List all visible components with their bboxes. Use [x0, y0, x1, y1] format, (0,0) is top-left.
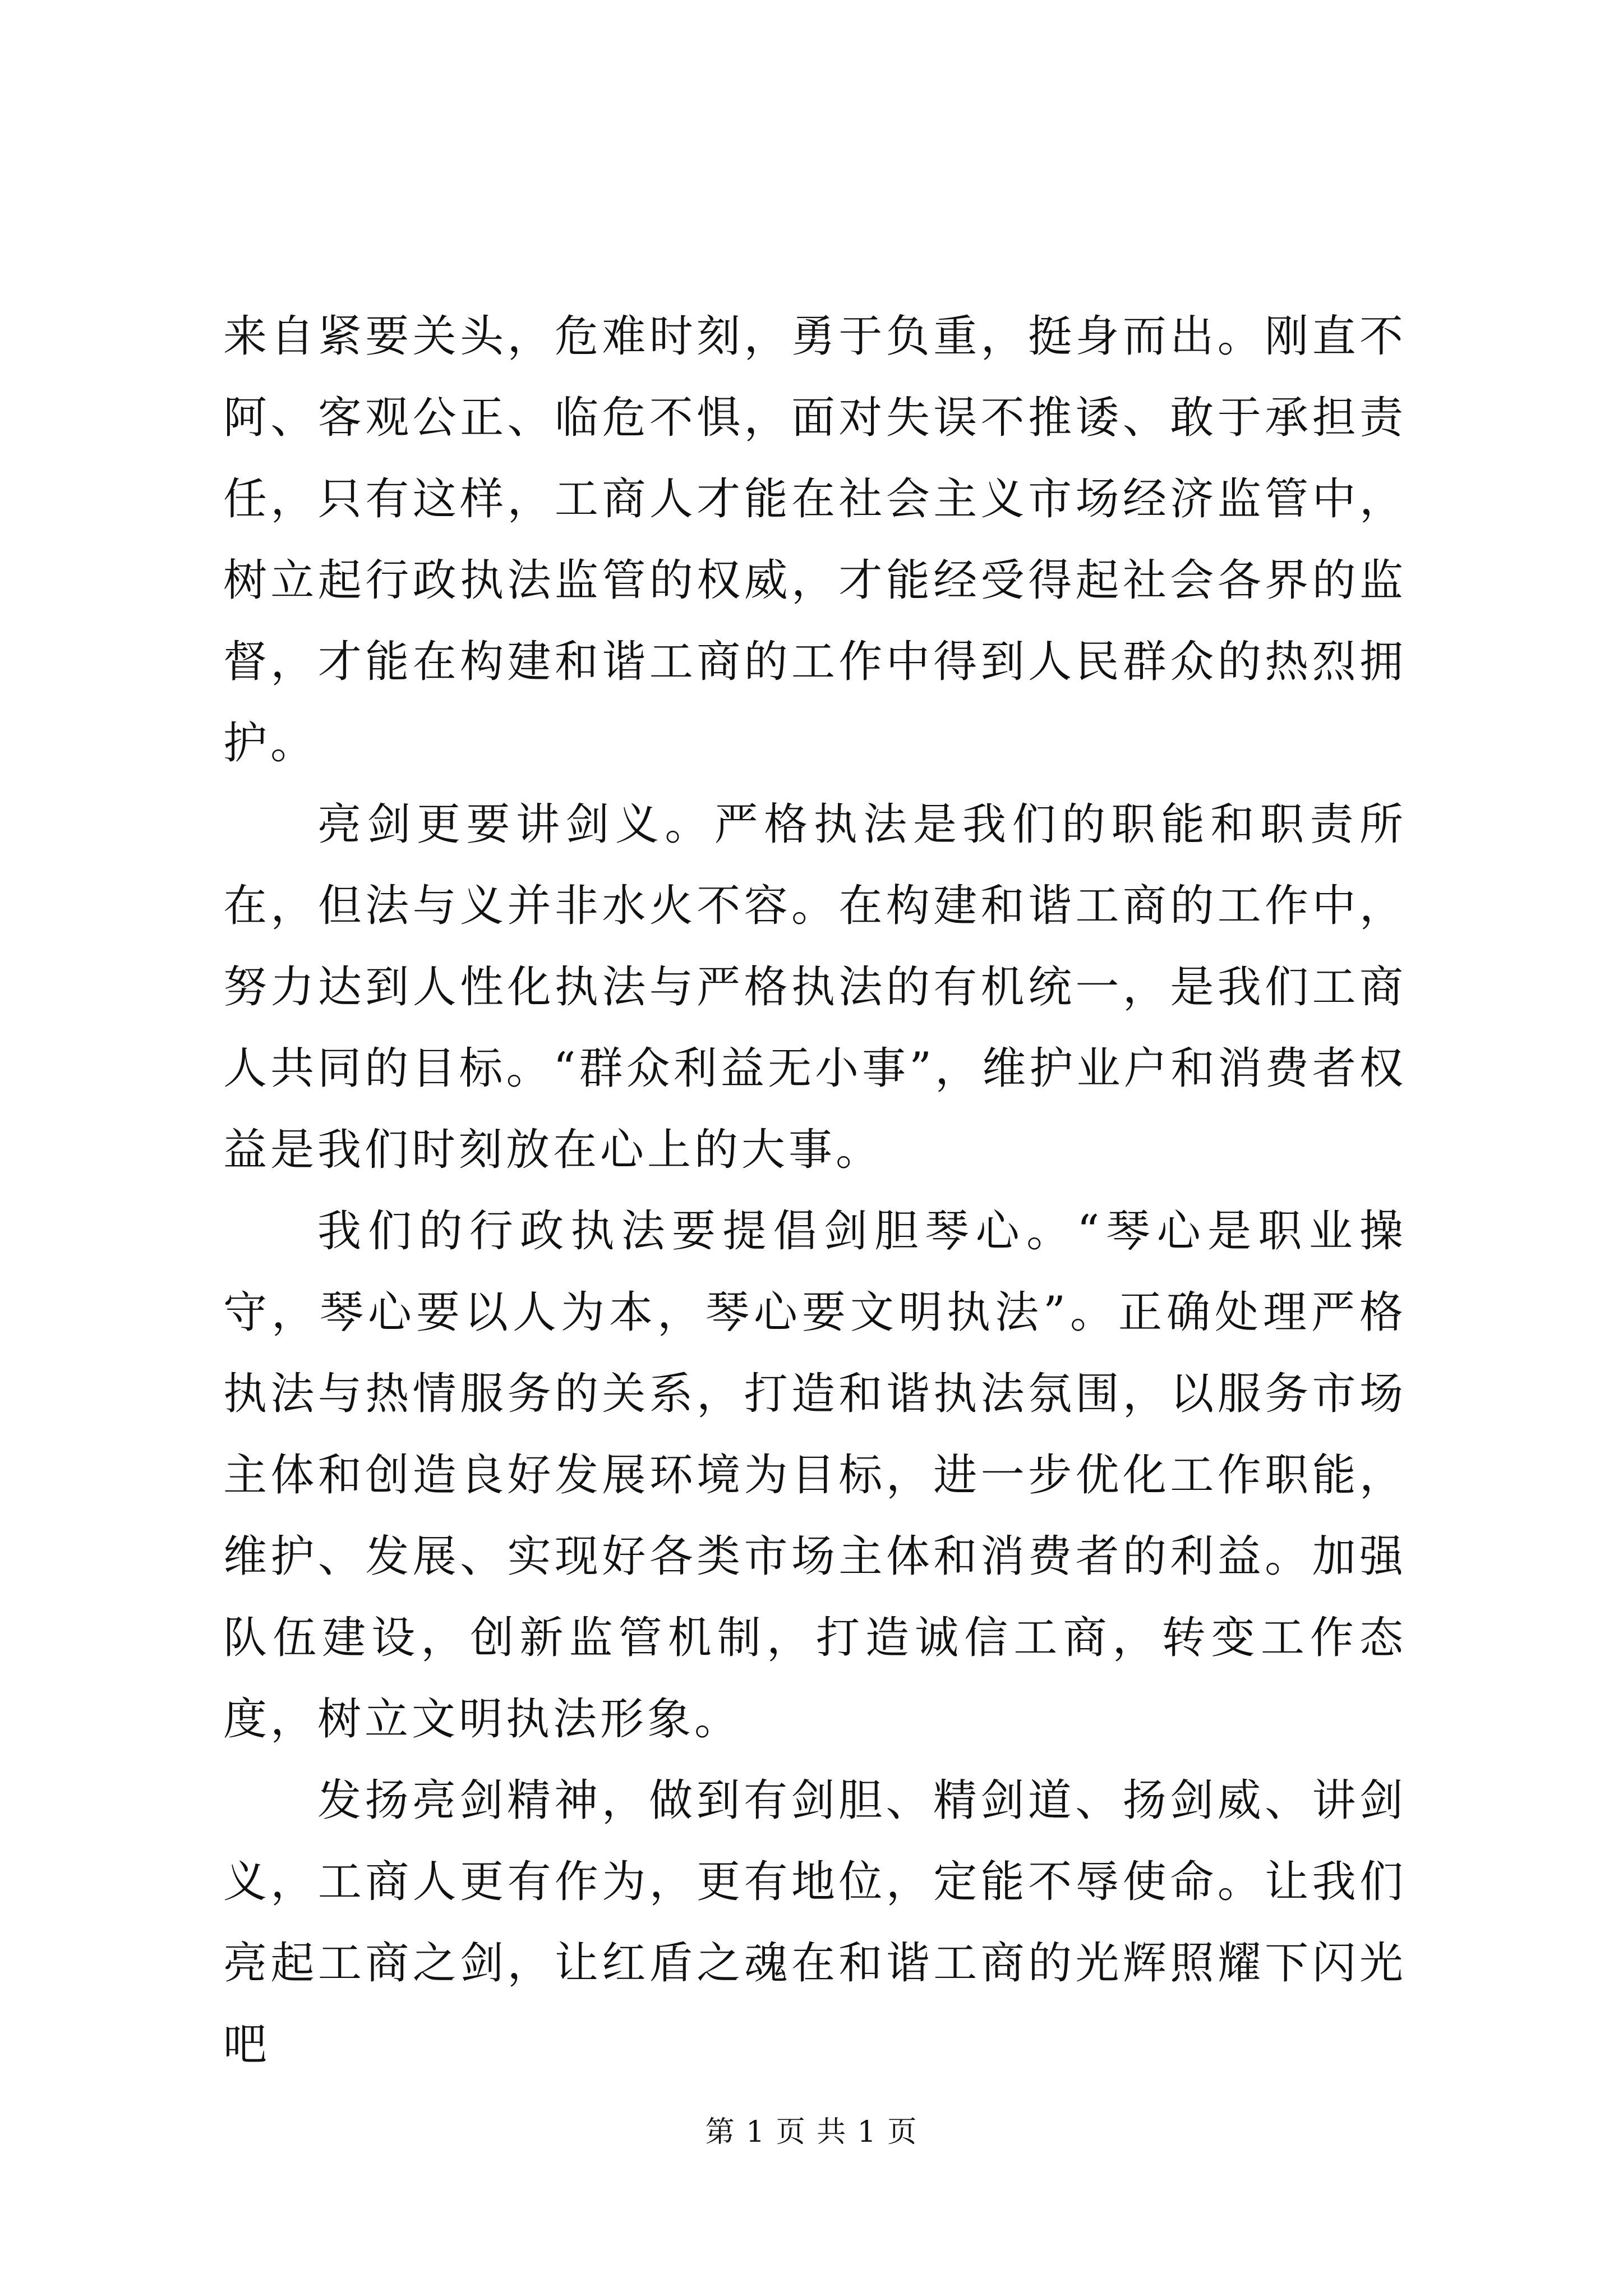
- document-body: [223, 296, 1407, 2086]
- paragraph-4: 发扬亮剑精神，做到有剑胆、精剑道、扬剑威、讲剑义，工商人更有作为，更有地位，定能不辱使命。让我们亮起工商之剑，让红盾之魂在和谐工商的光辉照耀下闪光吧: [223, 1775, 1407, 2070]
- page-footer: 第 1 页 共 1 页: [705, 2115, 918, 2149]
- paragraph-2: 亮剑更要讲剑义。严格执法是我们的职能和职责所在，但法与义并非水火不容。在构建和谐工商的工作中，努力达到人性化执法与严格执法的有机统一，是我们工商人共同的目标。“群众利益无小事”，维护业户和消费者权益是我们时刻放在心上的大事。: [223, 799, 1407, 1175]
- paragraph-1: 来自紧要关头，危难时刻，勇于负重，挺身而出。刚直不阿、客观公正、临危不惧，面对失误不推诿、敢于承担责任，只有这样，工商人才能在社会主义市场经济监管中，树立起行政执法监管的权威，才能经受得起社会各界的监督，才能在构建和谐工商的工作中得到人民群众的热烈拥护。: [223, 311, 1407, 769]
- paragraph-3: 我们的行政执法要提倡剑胆琴心。“琴心是职业操守，琴心要以人为本，琴心要文明执法”。正确处理严格执法与热情服务的关系，打造和谐执法氛围，以服务市场主体和创造良好发展环境为目标，进一步优化工作职能，维护、发展、实现好各类市场主体和消费者的利益。加强队伍建设，创新监管机制，打造诚信工商，转变工作态度，树立文明执法形象。: [223, 1206, 1407, 1745]
